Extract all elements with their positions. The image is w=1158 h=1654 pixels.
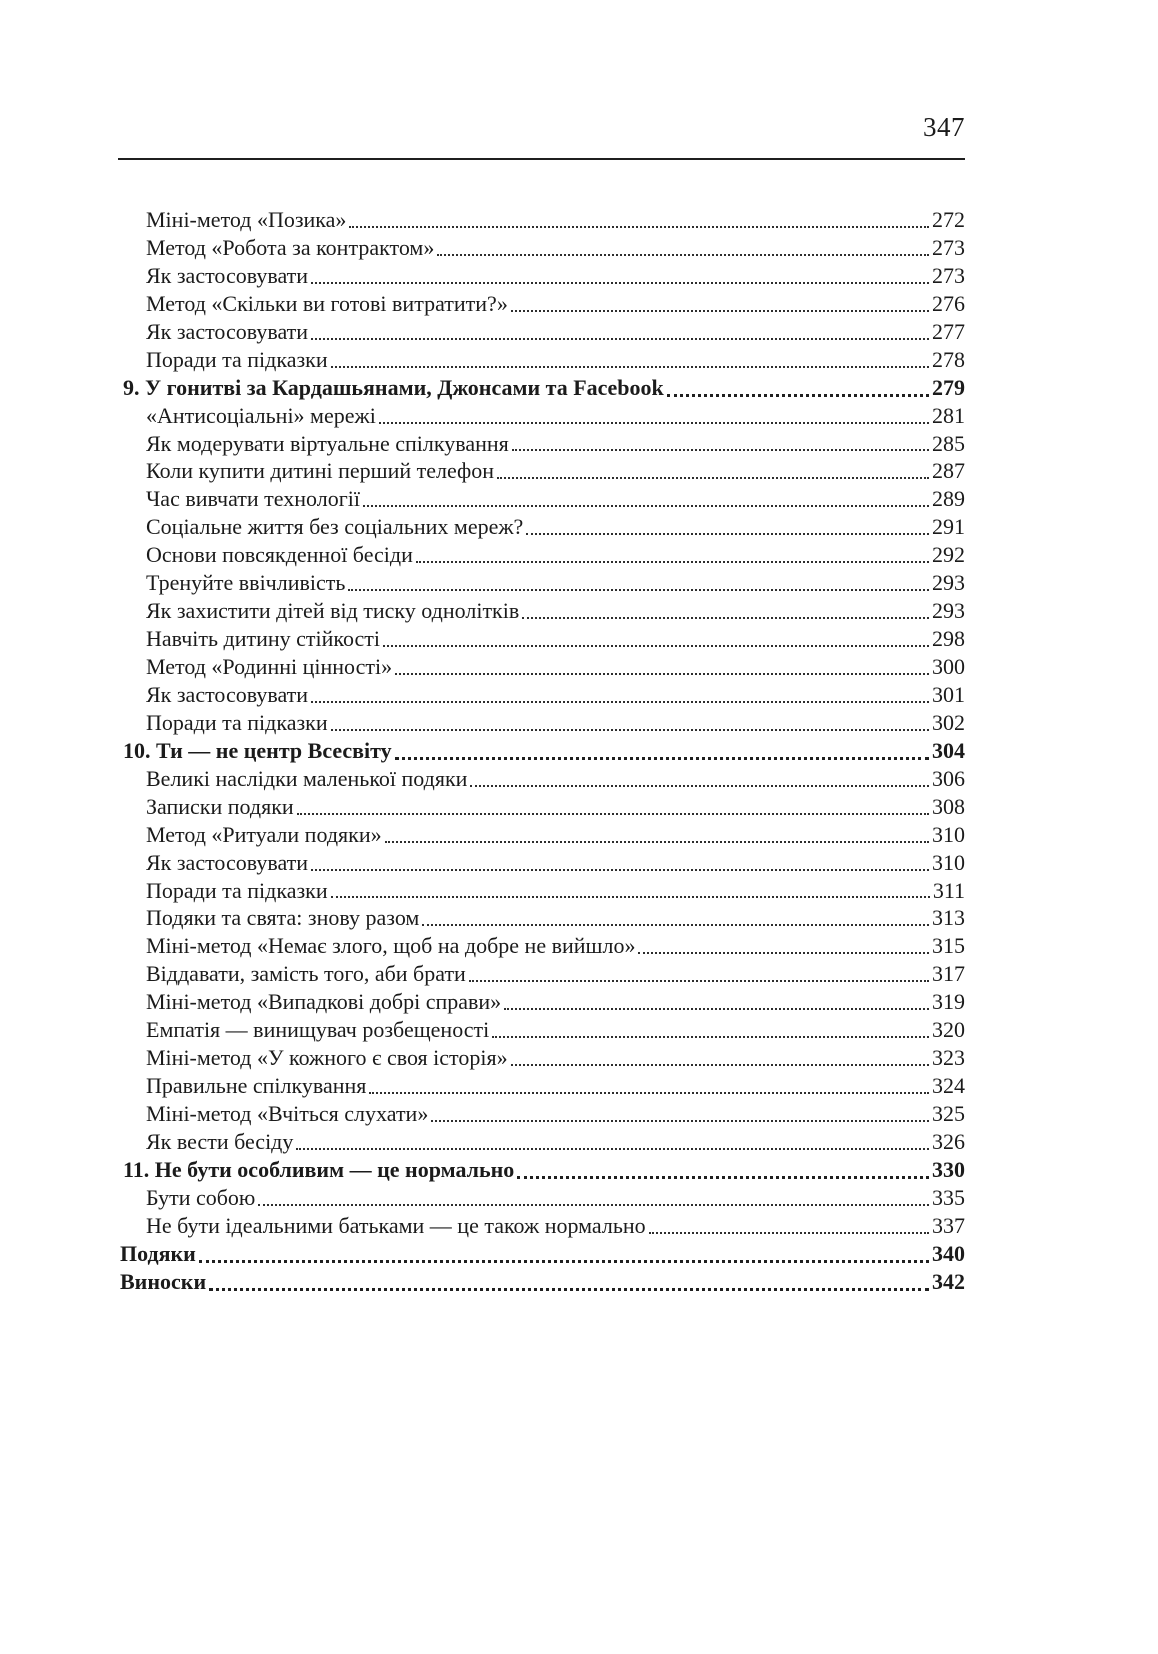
toc-leader-dots [258, 1184, 929, 1206]
toc-entry-label: Метод «Ритуали подяки» [146, 821, 382, 847]
toc-leader-dots [311, 849, 929, 871]
toc-leader-dots [492, 1016, 929, 1038]
toc-entry-page: 319 [932, 989, 965, 1015]
toc-leader-dots [512, 430, 929, 452]
toc-leader-dots [297, 793, 929, 815]
toc-entry-label: Як застосовувати [146, 262, 309, 288]
toc-entry-label: Міні-метод «Випадкові добрі справи» [146, 989, 502, 1015]
toc-entry-page: 330 [932, 1156, 965, 1182]
toc-leader-dots [517, 1156, 929, 1179]
toc-entry-page: 326 [932, 1128, 965, 1154]
toc-entry [120, 597, 965, 625]
toc-entry-label: Подяки та свята: знову разом [146, 905, 420, 931]
toc-leader-dots [385, 821, 929, 843]
toc-entry [120, 374, 965, 402]
toc-entry [120, 206, 965, 234]
toc-entry-label: Бути собою [146, 1184, 256, 1210]
toc-leader-dots [437, 234, 929, 256]
toc-leader-dots [383, 625, 929, 647]
toc-leader-dots [349, 206, 929, 228]
toc-entry-page: 279 [932, 374, 965, 400]
toc-entry-label: Як вести бесіду [146, 1128, 294, 1154]
toc-entry-label: Міні-метод «Вчіться слухати» [146, 1101, 429, 1126]
toc-entry-page: 273 [932, 234, 965, 260]
toc-leader-dots [416, 541, 929, 563]
toc-entry-page: 292 [932, 542, 965, 568]
toc-entry [120, 625, 965, 653]
toc-entry-label: Виноски [120, 1268, 207, 1294]
toc-entry-page: 315 [932, 933, 965, 959]
toc-entry-page: 273 [932, 262, 965, 288]
toc-entry [120, 234, 965, 262]
toc-entry-page: 320 [932, 1017, 965, 1043]
toc-leader-dots [379, 402, 929, 424]
toc-entry [120, 513, 965, 541]
toc-entry-label: Поради та підказки [146, 709, 328, 735]
toc-entry [120, 1100, 965, 1128]
toc-entry-label: Віддавати, замість того, аби брати [146, 961, 466, 987]
toc-entry [120, 402, 965, 430]
toc-entry [120, 904, 965, 932]
toc-leader-dots [526, 513, 929, 535]
toc-entry-label: Міні-метод «Немає злого, щоб на добре не вийшло» [146, 933, 636, 959]
toc-entry-label: Як застосовувати [146, 318, 309, 344]
toc-leader-dots [369, 1072, 929, 1094]
toc-entry-label: Метод «Родинні цінності» [146, 654, 393, 679]
toc-entry [120, 262, 965, 290]
toc-entry-page: 304 [932, 737, 965, 763]
toc-entry [120, 988, 965, 1016]
toc-entry-label: «Антисоціальні» мережі [146, 402, 376, 428]
toc-entry [120, 765, 965, 793]
toc-entry-page: 285 [932, 430, 965, 456]
toc-leader-dots [348, 569, 929, 591]
toc-entry-page: 313 [932, 905, 965, 931]
toc-entry [120, 541, 965, 569]
toc-leader-dots [667, 374, 929, 397]
toc-entry-page: 281 [932, 402, 965, 428]
toc-entry-page: 293 [932, 598, 965, 624]
toc-entry-label: Міні-метод «У кожного є своя історія» [146, 1045, 508, 1071]
toc-entry [120, 1212, 965, 1240]
toc-entry [120, 821, 965, 849]
toc-entry-label: Записки подяки [146, 793, 294, 819]
toc-entry-page: 337 [932, 1212, 965, 1238]
toc-leader-dots [422, 904, 929, 926]
toc-leader-dots [469, 960, 929, 982]
toc-entry-label: Як захистити дітей від тиску однолітків [146, 598, 520, 624]
toc-leader-dots [199, 1240, 929, 1263]
toc-entry [120, 1044, 965, 1072]
toc-entry-page: 340 [932, 1240, 965, 1266]
toc-leader-dots [331, 709, 929, 731]
toc-entry-label: Навчіть дитину стійкості [146, 626, 381, 652]
toc-entry [120, 877, 965, 905]
toc-entry-label: Час вивчати технології [146, 486, 360, 512]
toc-entry-page: 287 [932, 458, 965, 484]
toc-entry-label: Основи повсякденної бесіди [146, 542, 413, 568]
toc-entry-page: 311 [932, 877, 965, 903]
toc-entry-page: 293 [932, 570, 965, 596]
toc-entry [120, 960, 965, 988]
toc-entry [120, 290, 965, 318]
toc-entry [120, 681, 965, 709]
toc-entry-label: Не бути ідеальними батьками — це також нормально [146, 1212, 646, 1238]
toc-entry-page: 324 [932, 1073, 965, 1099]
toc-entry-page: 310 [932, 849, 965, 875]
toc-entry [120, 1128, 965, 1156]
toc-entry-page: 302 [932, 709, 965, 735]
toc-entry-page: 272 [932, 207, 965, 232]
toc-entry [120, 457, 965, 485]
toc-entry-label: Емпатія — винищувач розбещеності [146, 1017, 490, 1043]
toc-entry-label: 11. Не бути особливим — це нормально [123, 1156, 515, 1182]
toc-entry-page: 342 [932, 1268, 965, 1294]
toc-entry-label: Подяки [120, 1240, 196, 1266]
toc-entry-page: 291 [932, 514, 965, 540]
toc-entry-label: Як модерувати віртуальне спілкування [146, 430, 509, 456]
toc-leader-dots [311, 681, 929, 703]
toc-entry-page: 300 [932, 654, 965, 679]
toc-leader-dots [504, 988, 929, 1010]
toc-entry [120, 849, 965, 877]
toc-leader-dots [497, 457, 929, 479]
toc-entry [120, 569, 965, 597]
toc-leader-dots [331, 877, 930, 899]
toc-entry-label: Тренуйте ввічливість [146, 570, 346, 596]
toc-entry [120, 1184, 965, 1212]
toc-leader-dots [363, 485, 929, 507]
toc-entry-label: Правильне спілкування [146, 1073, 367, 1099]
toc-entry-page: 306 [932, 765, 965, 791]
toc-entry-label: Метод «Скільки ви готові витратити?» [146, 290, 508, 316]
toc-entry-page: 277 [932, 318, 965, 344]
toc-entry [120, 1072, 965, 1100]
toc-leader-dots [431, 1100, 929, 1122]
toc-leader-dots [296, 1128, 929, 1150]
toc-entry [120, 709, 965, 737]
toc-entry-label: Метод «Робота за контрактом» [146, 234, 435, 260]
toc-entry-label: 10. Ти — не центр Всесвіту [123, 737, 392, 763]
toc-entry-page: 308 [932, 793, 965, 819]
toc-entry [120, 318, 965, 346]
toc-entry-page: 323 [932, 1045, 965, 1071]
toc-entry-page: 289 [932, 486, 965, 512]
toc-entry [120, 793, 965, 821]
toc-entry-label: Великі наслідки маленької подяки [146, 765, 468, 791]
toc-leader-dots [395, 653, 929, 675]
toc-entry [120, 1016, 965, 1044]
toc-leader-dots [649, 1212, 929, 1234]
toc-leader-dots [331, 346, 929, 368]
toc-entry-page: 298 [932, 626, 965, 652]
toc-entry-label: Соціальне життя без соціальних мереж? [146, 514, 524, 540]
toc-entry [120, 485, 965, 513]
toc-entry-label: Поради та підказки [146, 877, 328, 903]
toc-entry-label: Як застосовувати [146, 681, 309, 707]
toc-entry-page: 301 [932, 681, 965, 707]
toc-entry-page: 335 [932, 1184, 965, 1210]
toc-entry [120, 1240, 965, 1268]
toc-entry-label: Міні-метод «Позика» [146, 207, 347, 232]
toc-entry [120, 1268, 965, 1296]
toc-entry [120, 653, 965, 681]
toc-entry [120, 430, 965, 458]
header-divider-rule [118, 158, 965, 160]
toc-entry [120, 737, 965, 765]
toc-leader-dots [470, 765, 929, 787]
toc-leader-dots [311, 318, 929, 340]
toc-entry-page: 278 [932, 346, 965, 372]
toc-leader-dots [511, 1044, 929, 1066]
toc-leader-dots [511, 290, 929, 312]
toc-entry-page: 325 [932, 1101, 965, 1126]
toc-entry [120, 1156, 965, 1184]
page-number: 347 [923, 112, 965, 142]
toc-leader-dots [209, 1268, 929, 1291]
toc-leader-dots [311, 262, 929, 284]
toc-entry-label: Коли купити дитині перший телефон [146, 458, 495, 484]
toc-list [120, 206, 965, 1296]
toc-entry [120, 346, 965, 374]
toc-entry-label: 9. У гонитві за Кардашьянами, Джонсами та Facebook [123, 374, 664, 400]
toc-leader-dots [395, 737, 929, 760]
toc-entry [120, 932, 965, 960]
toc-entry-page: 310 [932, 821, 965, 847]
toc-entry-label: Як застосовувати [146, 849, 309, 875]
toc-entry-page: 276 [932, 290, 965, 316]
toc-leader-dots [522, 597, 929, 619]
toc-entry-page: 317 [932, 961, 965, 987]
toc-leader-dots [638, 932, 929, 954]
toc-entry-label: Поради та підказки [146, 346, 328, 372]
